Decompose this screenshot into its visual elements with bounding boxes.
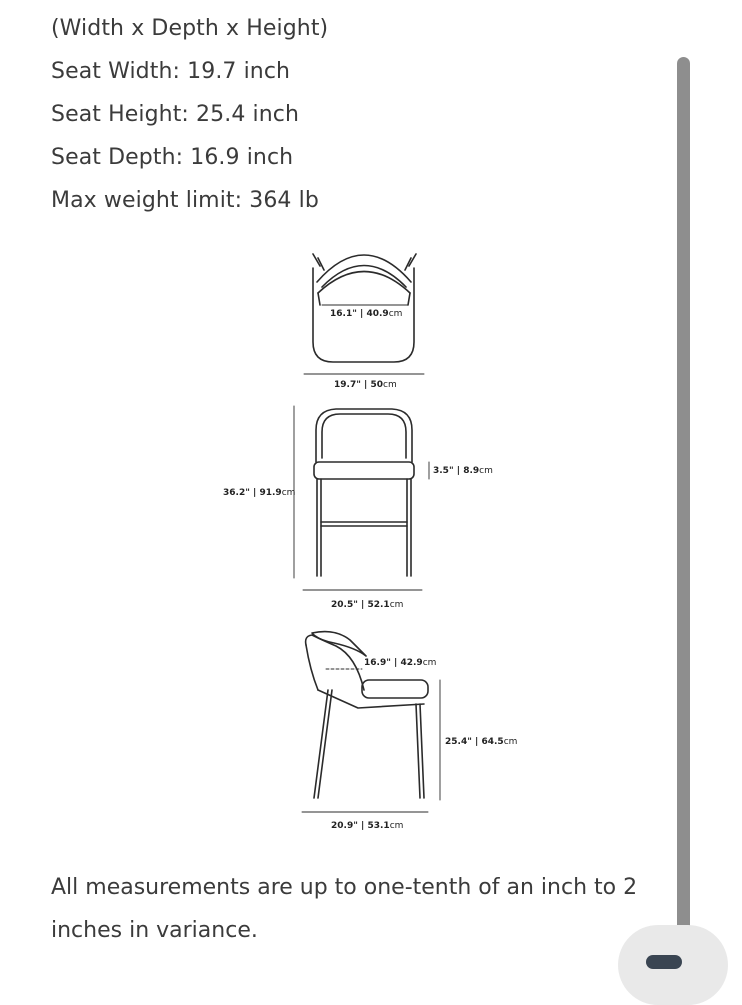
dimensions-order-label: (Width x Depth x Height) <box>51 16 329 41</box>
front-width-label: 20.5" | 52.1cm <box>331 600 404 610</box>
seat-height-text: Seat Height: 25.4 inch <box>51 102 300 127</box>
front-cushion-label: 3.5" | 8.9cm <box>433 466 493 476</box>
seat-width-text: Seat Width: 19.7 inch <box>51 59 291 84</box>
top-inner-width-label: 16.1" | 40.9cm <box>330 309 403 319</box>
side-seat-height-label: 25.4" | 64.5cm <box>445 737 518 747</box>
side-depth-label: 20.9" | 53.1cm <box>331 821 404 831</box>
chat-icon <box>646 955 682 969</box>
top-width-label: 19.7" | 50cm <box>334 380 397 390</box>
chair-front-view <box>294 406 429 590</box>
scrollbar-thumb[interactable] <box>677 57 690 935</box>
front-height-label: 36.2" | 91.9cm <box>223 488 296 498</box>
side-seat-depth-label: 16.9" | 42.9cm <box>364 658 437 668</box>
max-weight-text: Max weight limit: 364 lb <box>51 188 319 213</box>
seat-depth-text: Seat Depth: 16.9 inch <box>51 145 294 170</box>
measurement-variance-note: All measurements are up to one-tenth of an inch to 2 inches in variance. <box>51 875 638 943</box>
